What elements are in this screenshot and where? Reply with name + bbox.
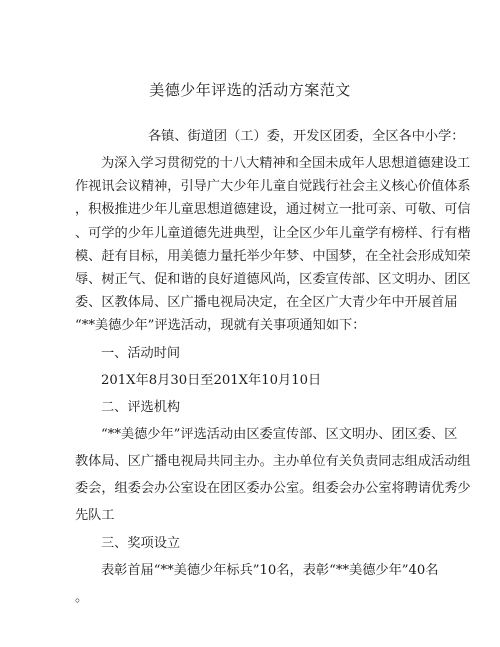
section-2-heading: 二、评选机构 (101, 400, 181, 415)
section-3-heading: 三、奖项设立 (101, 536, 181, 551)
intro-line-3: ，积极推进少年儿童思想道德建设，通过树立一批可亲、可敬、可信 (75, 202, 471, 218)
section-3-line-1: 表彰首届“**美德少年标兵”10名，表彰“**美德少年”40名 (101, 563, 439, 578)
intro-line-4: 、可学的少年儿童道德先进典型，让全区少年儿童学有榜样、行有楷 (75, 225, 471, 241)
document-title: 美德少年评选的活动方案范文 (149, 81, 351, 99)
section-3-line-2: 。 (75, 590, 89, 605)
intro-line-1: 为深入学习贯彻党的十八大精神和全国未成年人思想道德建设工 (101, 156, 471, 171)
intro-line-6: 辱、树正气、促和谐的良好道德风尚，区委宣传部、区文明办、团区 (75, 272, 471, 287)
intro-line-7: 委、区教体局、区广播电视局决定，在全区广大青少年中开展首届 (75, 295, 458, 311)
intro-line-8: “**美德少年”评选活动，现就有关事项通知如下： (75, 318, 366, 334)
section-2-line-3: 委会，组委会办公室设在团区委办公室。组委会办公室将聘请优秀少 (75, 481, 471, 496)
section-2-line-2: 教体局、区广播电视局共同主办。主办单位有关负责同志组成活动组 (75, 454, 471, 469)
greeting-line: 各镇、街道团（工）委，开发区团委，全区各中小学： (148, 129, 465, 144)
section-2-line-1: “**美德少年”评选活动由区委宣传部、区文明办、团区委、区 (101, 427, 458, 442)
intro-line-2: 作视讯会议精神，引导广大少年儿童自觉践行社会主义核心价值体系 (75, 179, 471, 195)
section-2-line-4: 先队工 (75, 508, 115, 523)
intro-line-5: 模、赶有目标，用美德力量托举少年梦、中国梦，在全社会形成知荣 (75, 248, 471, 264)
section-1-heading: 一、活动时间 (101, 346, 181, 361)
activity-date: 201X年8月30日至201X年10月10日 (101, 373, 322, 388)
